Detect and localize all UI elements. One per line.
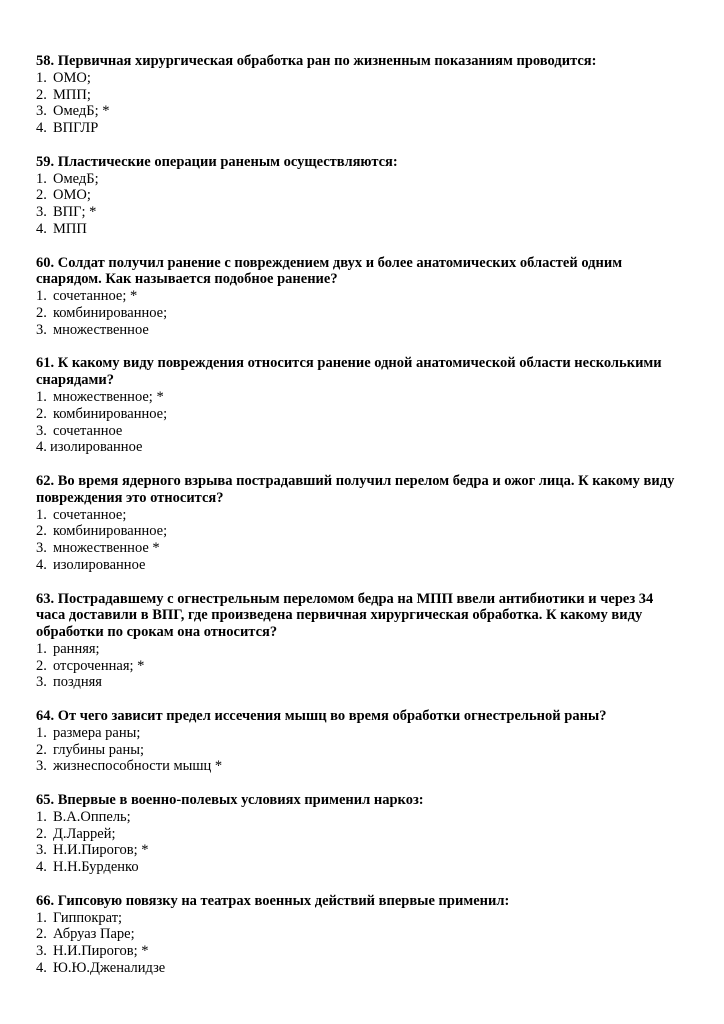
option-text: ОмедБ; * [53, 103, 110, 120]
answer-option [36, 758, 674, 775]
option-text: поздняя [53, 674, 102, 691]
answer-option [36, 288, 674, 305]
answer-option [36, 859, 674, 876]
option-text: ранняя; [53, 640, 100, 657]
option-number: 3. [36, 758, 47, 775]
answer-option [36, 943, 674, 960]
option-text: комбинированное; [53, 304, 168, 321]
option-number: 2. [36, 657, 47, 674]
question-title: 66. Гипсовую повязку на театрах военных действий впервые применил: [36, 892, 510, 909]
answer-option [36, 87, 674, 104]
option-text: ВПГ; * [53, 204, 97, 221]
option-text: Н.Н.Бурденко [53, 859, 139, 876]
question-title: повреждения это относится? [36, 489, 224, 506]
answer-option [36, 406, 674, 423]
question-title: обработки по срокам она относится? [36, 624, 278, 641]
option-number: 1. [36, 170, 47, 187]
question-title: снарядом. Как называется подобное ранение? [36, 271, 338, 288]
answer-option [36, 742, 674, 759]
option-text: Гиппократ; [53, 909, 123, 926]
option-number: 3. [36, 842, 47, 859]
option-number: 3. [36, 103, 47, 120]
option-number: 1. [36, 808, 47, 825]
question-block [36, 792, 674, 876]
question-title: 62. Во время ядерного взрыва пострадавший получил перелом бедра и ожог лица. К какому виду [36, 472, 675, 489]
answer-option [36, 658, 674, 675]
question-block [36, 154, 674, 238]
answer-option [36, 389, 674, 406]
option-number: 2. [36, 187, 47, 204]
question-title: 61. К какому виду повреждения относится ранение одной анатомической области несколькими [36, 355, 662, 372]
answer-option [36, 674, 674, 691]
option-number: 3. [36, 943, 47, 960]
question-block [36, 53, 674, 137]
question-title: 60. Солдат получил ранение с повреждением двух и более анатомических областей одним [36, 254, 623, 271]
answer-option [36, 103, 674, 120]
option-text: Ю.Ю.Дженалидзе [53, 960, 166, 977]
question-block [36, 893, 674, 977]
question-block [36, 708, 674, 775]
option-text: комбинированное; [53, 523, 168, 540]
question-title: 65. Впервые в военно-полевых условиях применил наркоз: [36, 792, 424, 809]
option-number: 3. [36, 321, 47, 338]
option-number: 1. [36, 288, 47, 305]
option-text: глубины раны; [53, 741, 144, 758]
option-text: множественное [53, 321, 149, 338]
question-title: снарядами? [36, 372, 115, 389]
option-text: сочетанное [53, 422, 123, 439]
question-title: 63. Пострадавшему с огнестрельным переломом бедра на МПП ввели антибиотики и через 34 [36, 590, 654, 607]
option-text: множественное * [53, 540, 160, 557]
option-number: 2. [36, 405, 47, 422]
answer-option [36, 423, 674, 440]
option-number: 4. [36, 120, 47, 137]
option-text: ВПГЛР [53, 120, 99, 137]
answer-option [36, 725, 674, 742]
option-number: 4. [36, 556, 47, 573]
option-number: 3. [36, 540, 47, 557]
answer-option [36, 305, 674, 322]
question-block [36, 591, 674, 692]
option-number: 4. [36, 960, 47, 977]
option-text: множественное; * [53, 388, 164, 405]
option-number: 3. [36, 422, 47, 439]
answer-option [36, 171, 674, 188]
answer-option [36, 641, 674, 658]
answer-option [36, 960, 674, 977]
option-text: Абруаз Паре; [53, 926, 135, 943]
option-number: 1. [36, 388, 47, 405]
option-number: 1. [36, 69, 47, 86]
question-title: 64. От чего зависит предел иссечения мышц во время обработки огнестрельной раны? [36, 708, 607, 725]
option-number: 2. [36, 825, 47, 842]
answer-option [36, 826, 674, 843]
option-number: 3. [36, 674, 47, 691]
option-number: 1. [36, 640, 47, 657]
option-text: сочетанное; * [53, 288, 138, 305]
option-number: 4. [36, 220, 47, 237]
option-number: 1. [36, 506, 47, 523]
answer-option [36, 557, 674, 574]
answer-option [36, 540, 674, 557]
option-number: 2. [36, 523, 47, 540]
option-text: размера раны; [53, 724, 141, 741]
option-number: 2. [36, 86, 47, 103]
answer-option [36, 910, 674, 927]
answer-option [36, 187, 674, 204]
answer-option [36, 523, 674, 540]
answer-option [36, 221, 674, 238]
option-text: отсроченная; * [53, 657, 145, 674]
option-number: 2. [36, 926, 47, 943]
option-number: 2. [36, 304, 47, 321]
option-number: 1. [36, 724, 47, 741]
question-block [36, 255, 674, 339]
answer-option [36, 439, 674, 456]
answer-option [36, 507, 674, 524]
option-text: жизнеспособности мышц * [53, 758, 223, 775]
question-block [36, 473, 674, 574]
option-text: Д.Ларрей; [53, 825, 116, 842]
option-number: 4. [36, 439, 47, 456]
question-title: часа доставили в ВПГ, где произведена первичная хирургическая обработка. К какому виду [36, 607, 643, 624]
option-text: комбинированное; [53, 405, 168, 422]
option-text: ОМО; [53, 69, 91, 86]
document-page [36, 53, 674, 994]
option-text: изолированное [53, 556, 146, 573]
option-text: изолированное [50, 439, 143, 456]
answer-option [36, 204, 674, 221]
answer-option [36, 926, 674, 943]
option-text: МПП [53, 220, 87, 237]
question-block [36, 355, 674, 456]
option-text: МПП; [53, 86, 91, 103]
question-title: 58. Первичная хирургическая обработка ран по жизненным показаниям проводится: [36, 53, 597, 69]
answer-option [36, 842, 674, 859]
option-text: ОмедБ; [53, 170, 99, 187]
option-text: сочетанное; [53, 506, 127, 523]
option-text: В.А.Оппель; [53, 808, 131, 825]
option-number: 2. [36, 741, 47, 758]
answer-option [36, 809, 674, 826]
option-text: Н.И.Пирогов; * [53, 943, 149, 960]
option-number: 1. [36, 909, 47, 926]
option-number: 3. [36, 204, 47, 221]
question-title: 59. Пластические операции раненым осуществляются: [36, 153, 398, 170]
answer-option [36, 120, 674, 137]
answer-option [36, 322, 674, 339]
option-text: ОМО; [53, 187, 91, 204]
option-number: 4. [36, 859, 47, 876]
option-text: Н.И.Пирогов; * [53, 842, 149, 859]
answer-option [36, 70, 674, 87]
